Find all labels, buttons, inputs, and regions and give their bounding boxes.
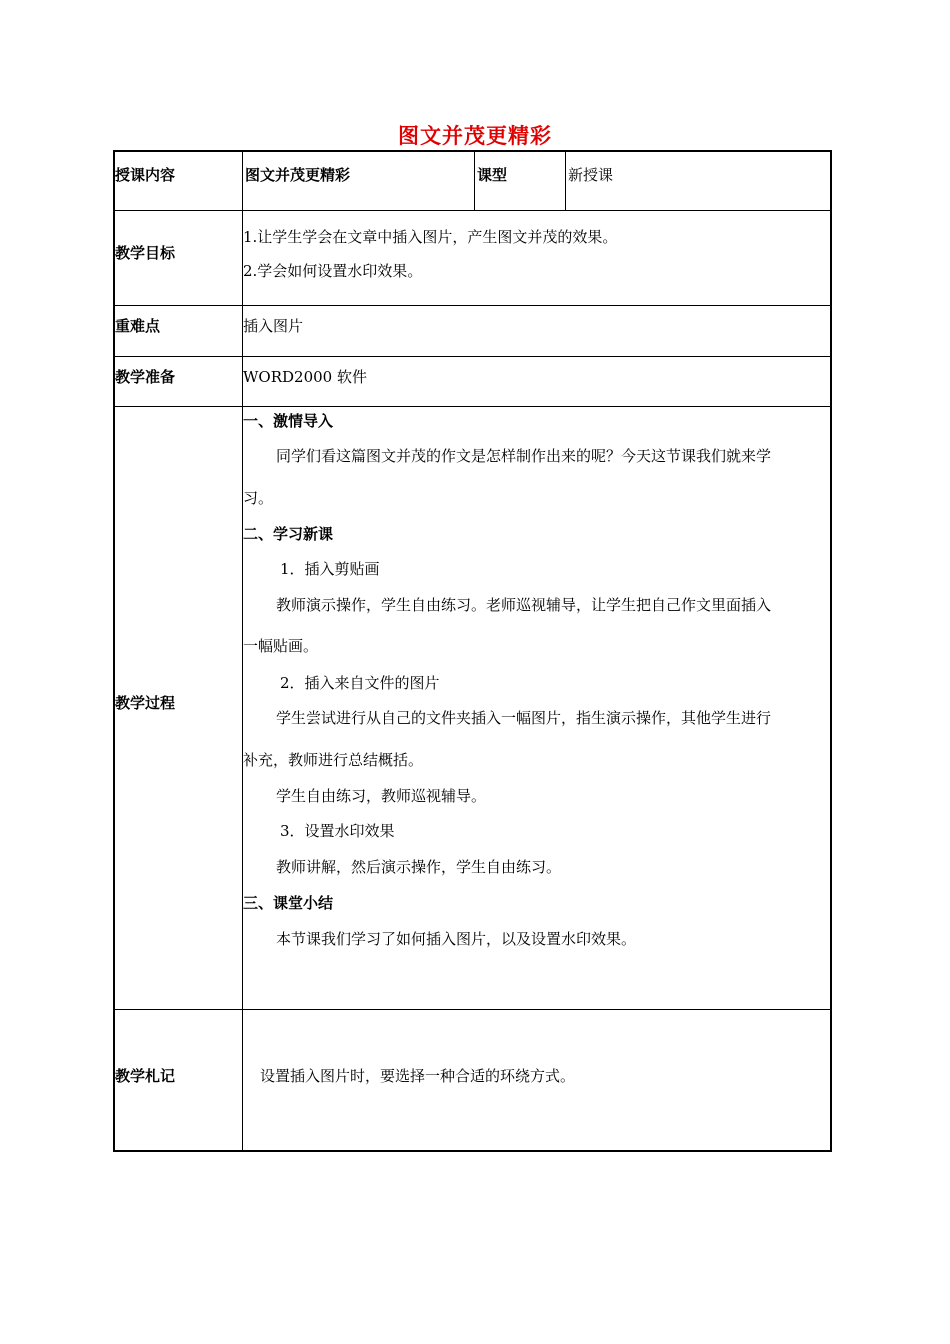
row-divider <box>113 406 832 407</box>
key-points-value: 插入图片 <box>243 317 304 335</box>
paragraph-line: 补充，教师进行总结概括。 <box>243 751 424 769</box>
lesson-type-value: 新授课 <box>568 166 614 184</box>
preparation-value: WORD2000 软件 <box>243 368 367 386</box>
row-divider <box>113 305 832 306</box>
column-divider <box>474 150 475 210</box>
lesson-plan-table <box>113 150 832 1152</box>
item-title: 1．插入剪贴画 <box>280 560 380 578</box>
teaching-goal-1: 1.让学生学会在文章中插入图片，产生图文并茂的效果。 <box>243 228 618 246</box>
course-content-value: 图文并茂更精彩 <box>245 166 351 184</box>
section-heading: 一、激情导入 <box>243 412 334 430</box>
teaching-process-label: 教学过程 <box>115 694 176 712</box>
paragraph-line: 教师演示操作，学生自由练习。老师巡视辅导，让学生把自己作文里面插入 <box>276 596 772 614</box>
paragraph-line: 本节课我们学习了如何插入图片，以及设置水印效果。 <box>276 930 637 948</box>
document-title: 图文并茂更精彩 <box>398 124 552 148</box>
teaching-notes-label: 教学札记 <box>115 1067 176 1085</box>
paragraph-line: 学生自由练习，教师巡视辅导。 <box>276 787 487 805</box>
paragraph-line: 习。 <box>243 489 274 507</box>
column-divider <box>565 150 566 210</box>
teaching-notes-value: 设置插入图片时，要选择一种合适的环绕方式。 <box>260 1067 576 1085</box>
paragraph-line: 教师讲解，然后演示操作，学生自由练习。 <box>276 858 562 876</box>
key-points-label: 重难点 <box>115 317 161 335</box>
course-content-label: 授课内容 <box>115 166 176 184</box>
paragraph-line: 同学们看这篇图文并茂的作文是怎样制作出来的呢？今天这节课我们就来学 <box>276 447 772 465</box>
row-divider <box>113 1009 832 1010</box>
section-heading: 三、课堂小结 <box>243 894 334 912</box>
row-divider <box>113 356 832 357</box>
teaching-goals-label: 教学目标 <box>115 244 176 262</box>
item-title: 3．设置水印效果 <box>280 822 395 840</box>
paragraph-line: 学生尝试进行从自己的文件夹插入一幅图片，指生演示操作，其他学生进行 <box>276 709 772 727</box>
row-divider <box>113 210 832 211</box>
teaching-goal-2: 2.学会如何设置水印效果。 <box>243 262 423 280</box>
section-heading: 二、学习新课 <box>243 525 334 543</box>
preparation-label: 教学准备 <box>115 368 176 386</box>
paragraph-line: 一幅贴画。 <box>243 637 319 655</box>
lesson-type-label: 课型 <box>477 166 508 184</box>
item-title: 2．插入来自文件的图片 <box>280 674 440 692</box>
